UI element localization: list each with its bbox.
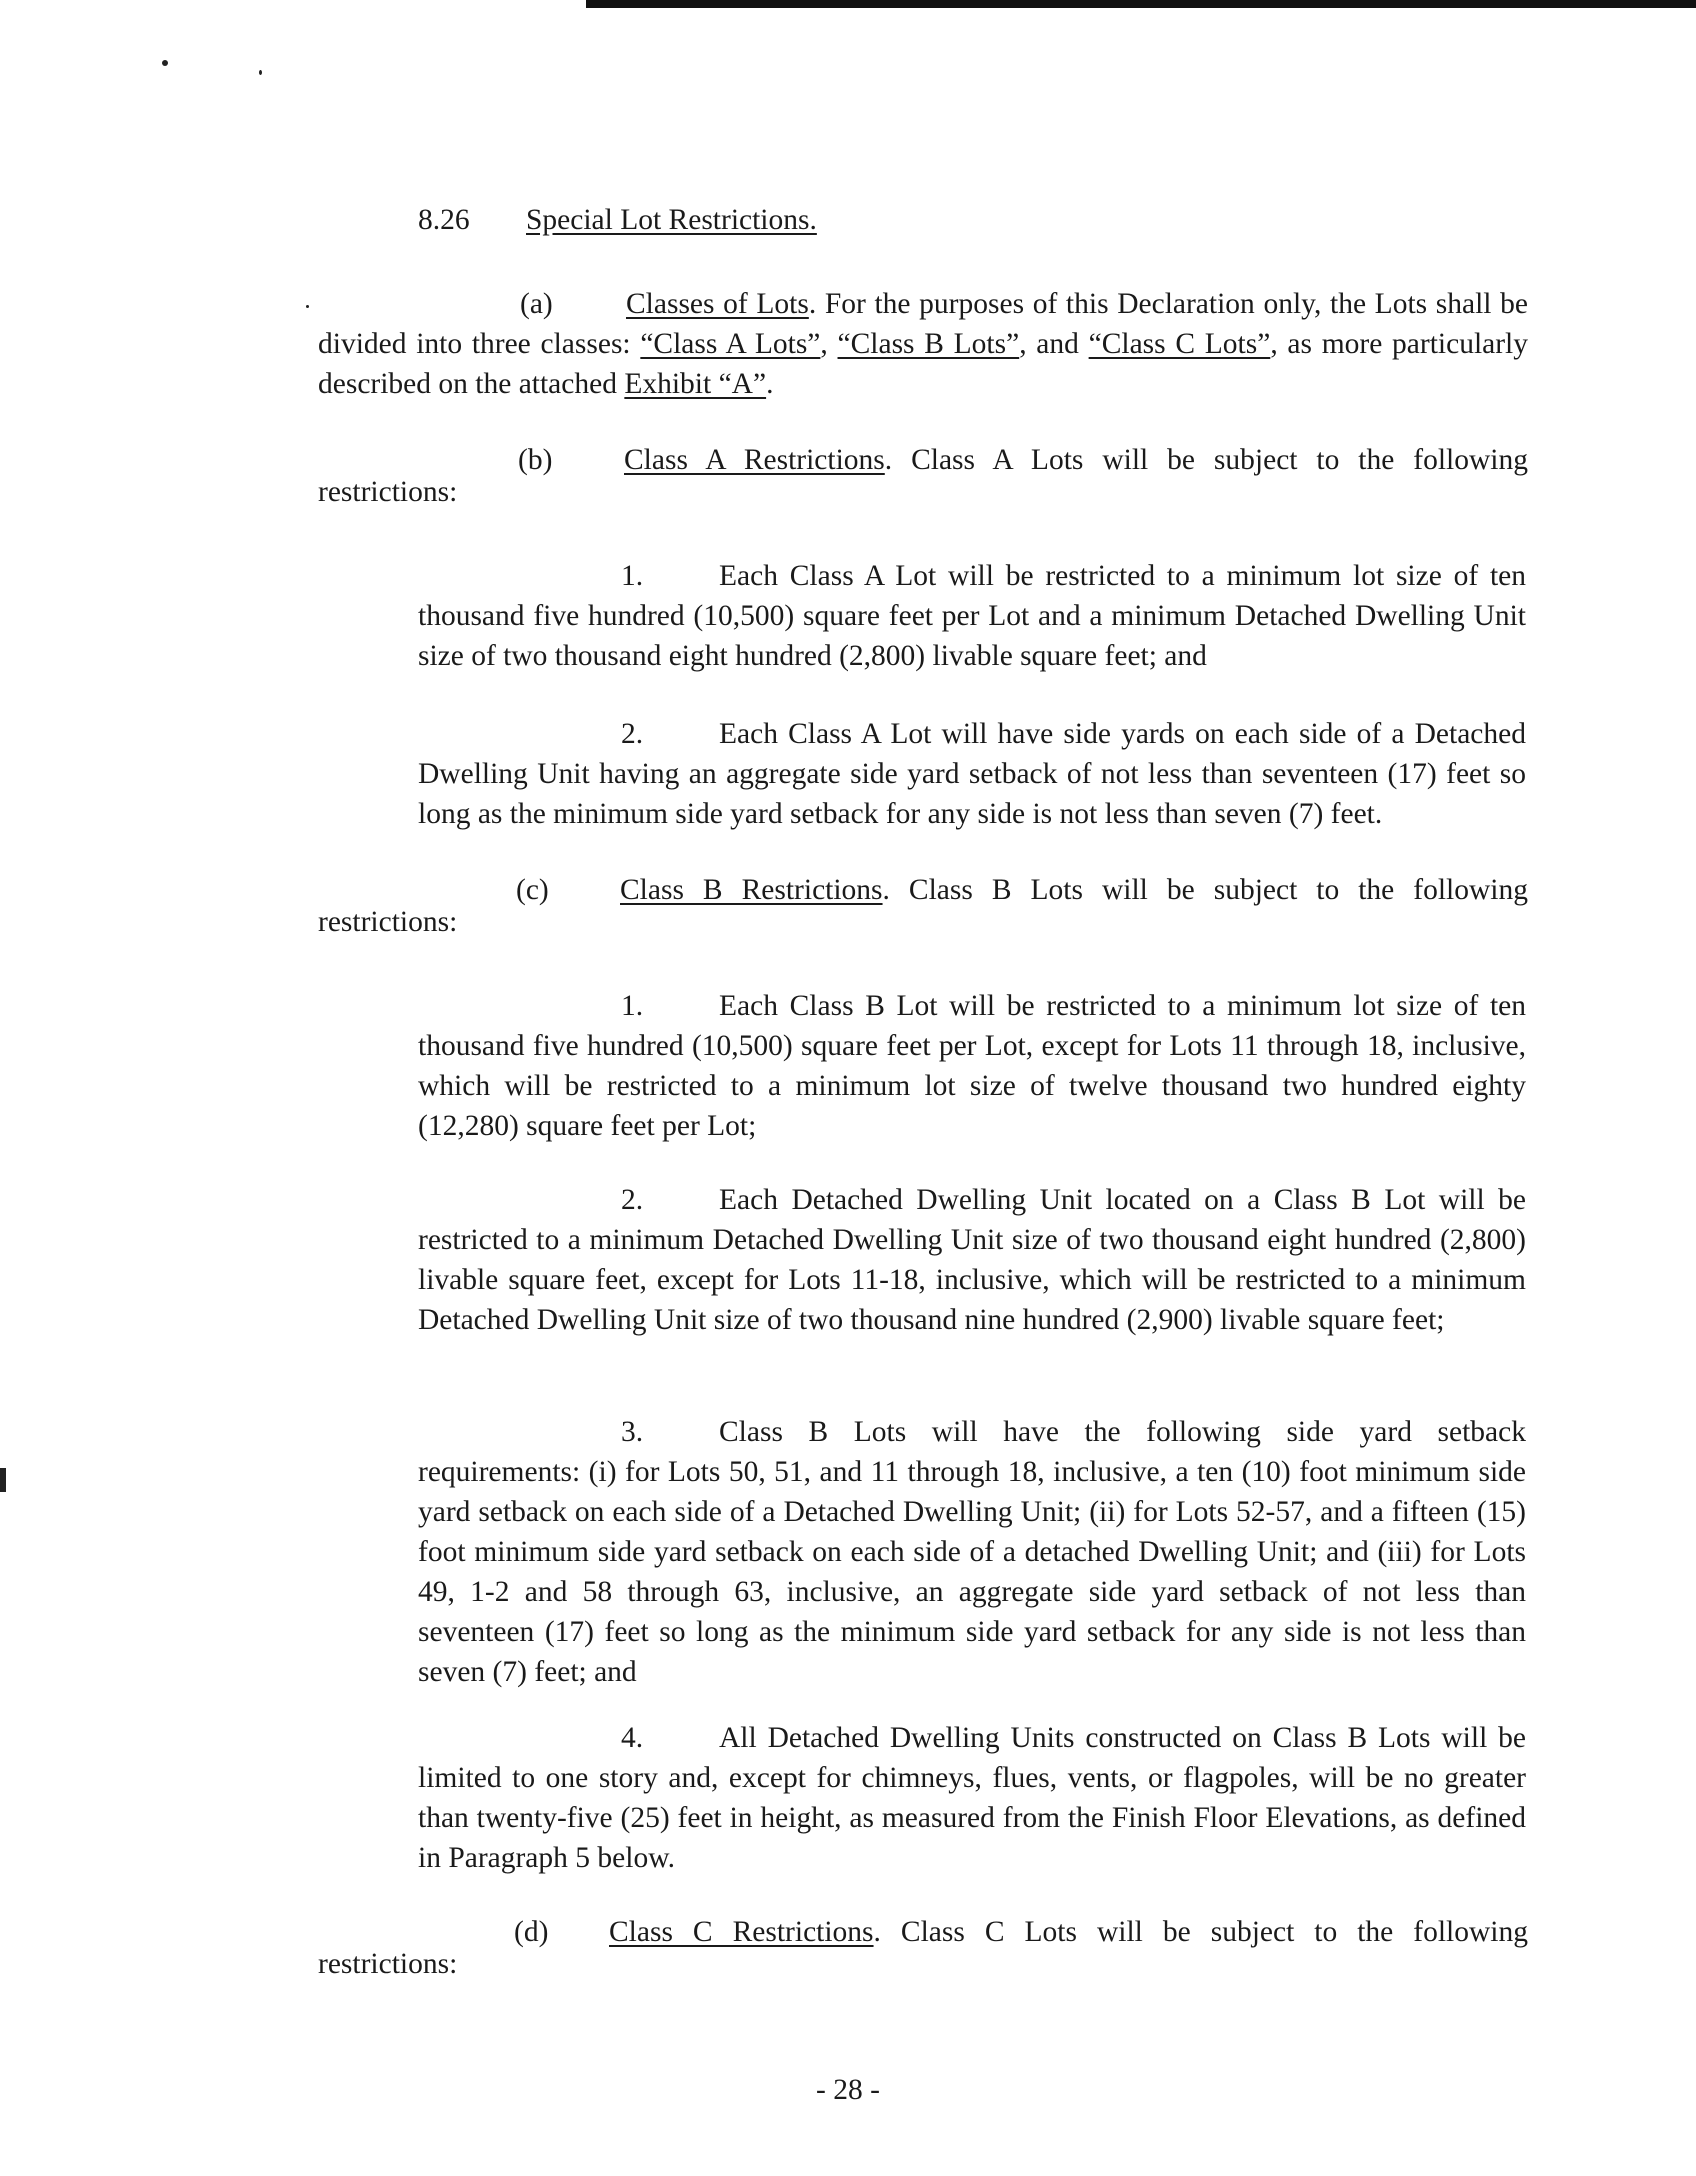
class-b-item-3-number: 3. <box>621 1416 644 1448</box>
class-b-lots-term: “Class B Lots” <box>837 328 1020 360</box>
section-number: 8.26 <box>418 204 470 236</box>
class-b-item-4-number: 4. <box>621 1722 644 1754</box>
section-heading <box>418 200 817 240</box>
scan-top-border <box>586 0 1696 8</box>
class-a-item-1: 1. Each Class A Lot will be restricted to a minimum lot size of ten thousand five hundred (10,500) square feet per Lot and a minimum Detached Dwelling Unit size of two thousand eight hundred (2,800) livable square feet; and <box>418 556 1526 676</box>
paragraph-b: (b) Class A Restrictions. Class A Lots will be subject to the following restrictions: <box>318 440 1528 512</box>
paragraph-a: (a) Classes of Lots. For the purposes of this Declaration only, the Lots shall be divided into three classes: “Class A Lots”, “Class B Lots”, and “Class C Lots”, as more particularly described on the attached Exhibit “A”. <box>318 284 1528 404</box>
paragraph-b-title: Class A Restrictions <box>624 444 885 476</box>
paragraph-c-continuation: restrictions: <box>318 906 458 938</box>
class-b-item-1: 1. Each Class B Lot will be restricted to a minimum lot size of ten thousand five hundred (10,500) square feet per Lot, except for Lots 11 through 18, inclusive, which will be restricted to a minimum lot size of twelve thousand two hundred eighty (12,280) square feet per Lot; <box>418 986 1526 1146</box>
paragraph-d-title: Class C Restrictions <box>609 1916 874 1948</box>
class-b-item-2-number: 2. <box>621 1184 644 1216</box>
scan-speck <box>162 60 168 66</box>
class-a-item-1-number: 1. <box>621 560 644 592</box>
scan-speck <box>259 70 262 75</box>
paragraph-c-title: Class B Restrictions <box>620 874 883 906</box>
class-b-item-2: 2. Each Detached Dwelling Unit located on a Class B Lot will be restricted to a minimum Detached Dwelling Unit size of two thousand eight hundred (2,800) livable square feet, except for Lots 11-18, inclusive, which will be restricted to a minimum Detached Dwelling Unit size of two thousand nine hundred (2,900) livable square feet; <box>418 1180 1526 1340</box>
class-b-item-1-number: 1. <box>621 990 644 1022</box>
exhibit-a-reference: Exhibit “A” <box>624 368 767 400</box>
scan-speck <box>306 305 309 308</box>
class-c-lots-term: “Class C Lots” <box>1088 328 1271 360</box>
paragraph-d-label: (d) <box>514 1916 549 1948</box>
page-number: - 28 - <box>816 2074 880 2106</box>
class-a-item-2: 2. Each Class A Lot will have side yards on each side of a Detached Dwelling Unit having an aggregate side yard setback of not less than seventeen (17) feet so long as the minimum side yard setback for any side is not less than seven (7) feet. <box>418 714 1526 834</box>
class-a-lots-term: “Class A Lots” <box>640 328 821 360</box>
paragraph-c-label: (c) <box>516 874 549 906</box>
paragraph-a-title: Classes of Lots <box>626 288 809 320</box>
paragraph-d-continuation: restrictions: <box>318 1948 458 1980</box>
paragraph-a-label: (a) <box>520 288 553 320</box>
paragraph-d: (d) Class C Restrictions. Class C Lots will be subject to the following restrictions: <box>318 1912 1528 1984</box>
paragraph-c: (c) Class B Restrictions. Class B Lots will be subject to the following restrictions: <box>318 870 1528 942</box>
section-title: Special Lot Restrictions. <box>526 204 817 236</box>
class-a-item-2-number: 2. <box>621 718 644 750</box>
scan-edge-mark <box>0 1468 6 1492</box>
paragraph-b-label: (b) <box>518 444 553 476</box>
class-b-item-4: 4. All Detached Dwelling Units constructed on Class B Lots will be limited to one story and, except for chimneys, flues, vents, or flagpoles, will be no greater than twenty-five (25) feet in height, as measured from the Finish Floor Elevations, as defined in Paragraph 5 below. <box>418 1718 1526 1878</box>
class-b-item-3: 3. Class B Lots will have the following side yard setback requirements: (i) for Lots 50, 51, and 11 through 18, inclusive, a ten (10) foot minimum side yard setback on each side of a Detached Dwelling Unit; (ii) for Lots 52-57, and a fifteen (15) foot minimum side yard setback on each side of a detached Dwelling Unit; and (iii) for Lots 49, 1-2 and 58 through 63, inclusive, an aggregate side yard setback of not less than seventeen (17) feet so long as the minimum side yard setback for any side is not less than seven (7) feet; and <box>418 1412 1526 1692</box>
paragraph-b-continuation: restrictions: <box>318 476 458 508</box>
